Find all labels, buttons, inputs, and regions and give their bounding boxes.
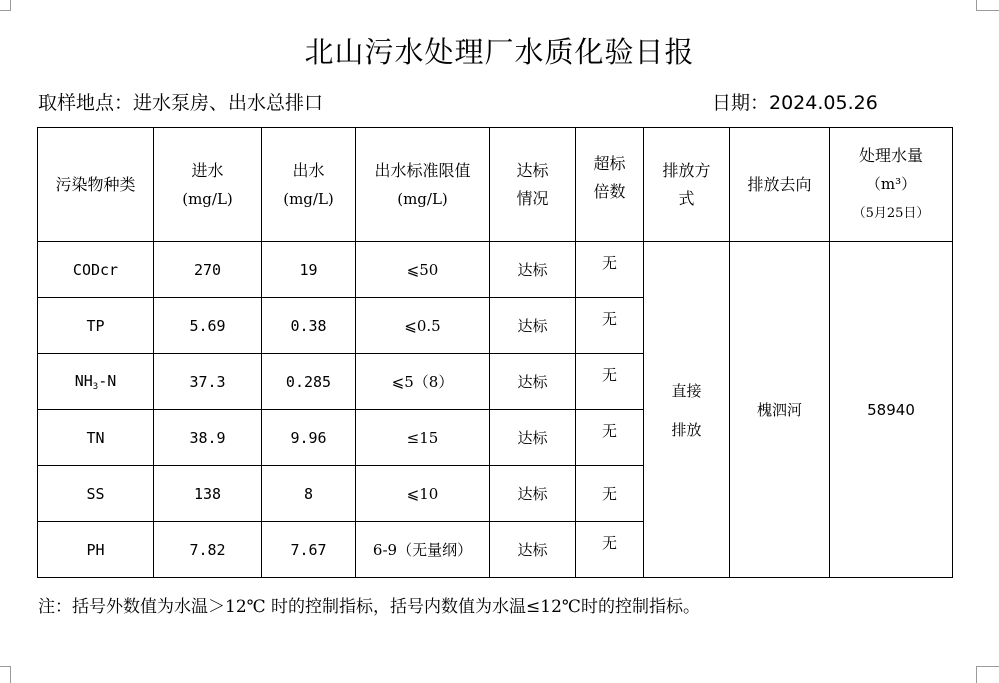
inflow-value: 7.82	[154, 522, 262, 578]
crop-mark-bottom-left	[0, 666, 11, 683]
header-compliance: 达标 情况	[490, 128, 576, 242]
report-title: 北山污水处理厂水质化验日报	[304, 35, 695, 69]
inflow-value: 38.9	[154, 410, 262, 466]
exceed-ratio: 无	[576, 354, 644, 410]
outflow-value: 0.285	[262, 354, 356, 410]
sampling-location: 取样地点：进水泵房、出水总排口	[38, 92, 324, 114]
header-limit: 出水标准限值 (mg/L)	[356, 128, 490, 242]
compliance-status: 达标	[490, 298, 576, 354]
compliance-status: 达标	[490, 522, 576, 578]
treated-volume: 58940	[830, 242, 953, 578]
exceed-ratio: 无	[576, 466, 644, 522]
limit-value: ⩽5（8）	[356, 354, 490, 410]
outflow-value: 19	[262, 242, 356, 298]
header-pollutant: 污染物种类	[38, 128, 154, 242]
exceed-ratio: 无	[576, 522, 644, 578]
inflow-value: 5.69	[154, 298, 262, 354]
discharge-destination: 槐泗河	[730, 242, 830, 578]
header-inflow: 进水 (mg/L)	[154, 128, 262, 242]
pollutant-name: PH	[38, 522, 154, 578]
inflow-value: 37.3	[154, 354, 262, 410]
limit-value: 6-9（无量纲）	[356, 522, 490, 578]
pollutant-name: SS	[38, 466, 154, 522]
compliance-status: 达标	[490, 466, 576, 522]
outflow-value: 9.96	[262, 410, 356, 466]
footnote: 注：括号外数值为水温＞12℃ 时的控制指标，括号内数值为水温≤12℃时的控制指标。	[38, 597, 700, 617]
pollutant-name: $NH_3-N$	[38, 354, 154, 410]
discharge-mode: 直接 排放	[644, 242, 730, 578]
header-volume: 处理水量 （m³） （5月25日）	[830, 128, 953, 242]
exceed-ratio: 无	[576, 242, 644, 298]
report-date: 日期：2024.05.26	[712, 92, 878, 114]
exceed-ratio: 无	[576, 298, 644, 354]
limit-value: ⩽50	[356, 242, 490, 298]
outflow-value: 0.38	[262, 298, 356, 354]
crop-mark-top-left	[0, 0, 11, 11]
pollutant-name: TN	[38, 410, 154, 466]
crop-mark-bottom-right	[976, 666, 999, 683]
outflow-value: 7.67	[262, 522, 356, 578]
outflow-value: 8	[262, 466, 356, 522]
limit-value: ⩽0.5	[356, 298, 490, 354]
inflow-value: 270	[154, 242, 262, 298]
limit-value: ⩽10	[356, 466, 490, 522]
inflow-value: 138	[154, 466, 262, 522]
table-header-row	[38, 128, 953, 242]
pollutant-name: CODcr	[38, 242, 154, 298]
limit-value: ≤15	[356, 410, 490, 466]
compliance-status: 达标	[490, 242, 576, 298]
header-exceed-ratio: 超标 倍数	[576, 128, 644, 242]
header-destination: 排放去向	[730, 128, 830, 242]
header-discharge-mode: 排放方 式	[644, 128, 730, 242]
header-outflow: 出水 (mg/L)	[262, 128, 356, 242]
crop-mark-top-right	[976, 0, 999, 11]
water-quality-table	[37, 127, 953, 578]
compliance-status: 达标	[490, 354, 576, 410]
compliance-status: 达标	[490, 410, 576, 466]
pollutant-name: TP	[38, 298, 154, 354]
exceed-ratio: 无	[576, 410, 644, 466]
table-row	[38, 242, 953, 298]
